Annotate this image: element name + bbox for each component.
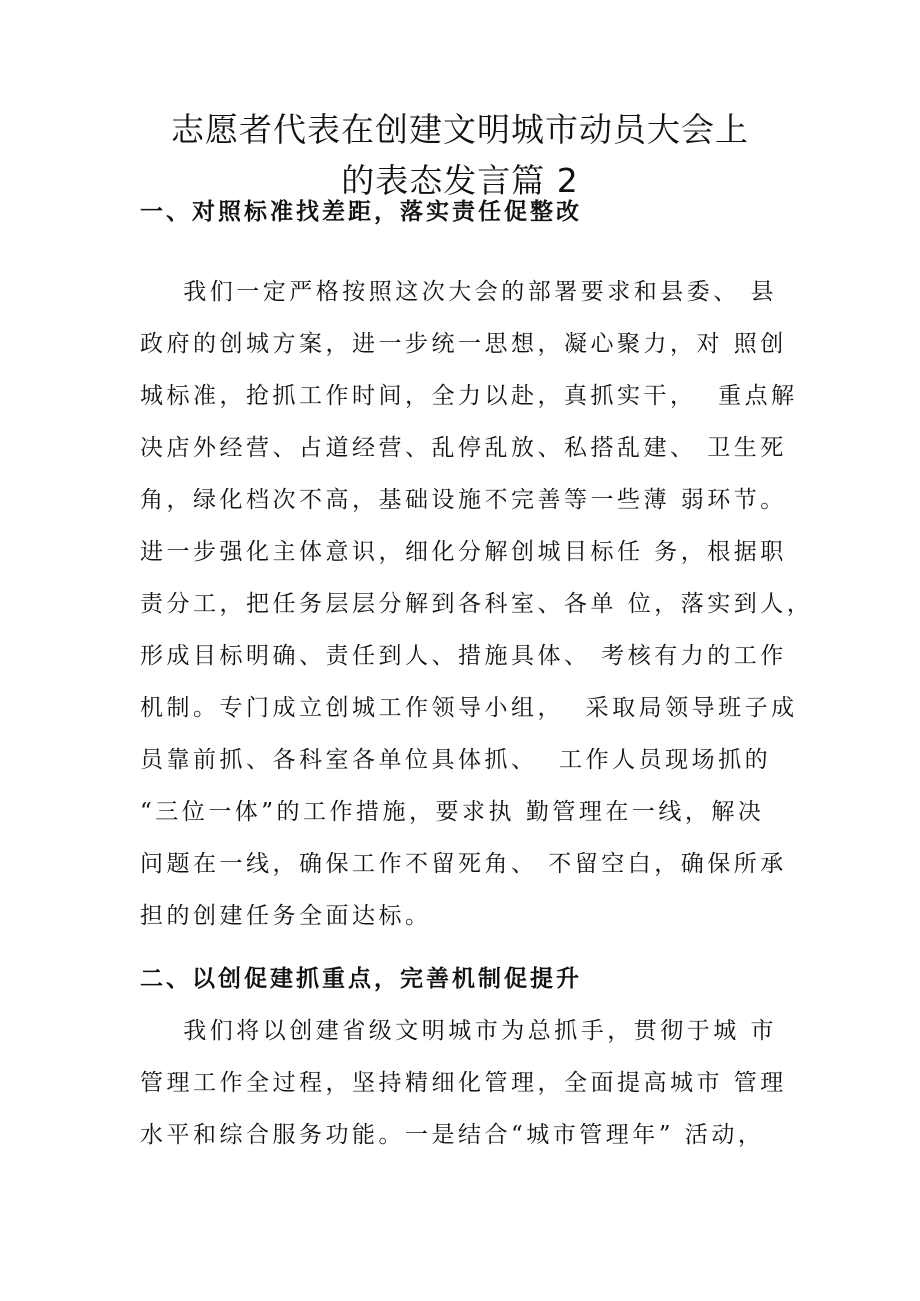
title-line: 志愿者代表在创建文明城市动员大会上 bbox=[171, 110, 749, 149]
section-heading-1: 一、对照标准找差距，落实责任促整改 bbox=[140, 198, 582, 225]
paragraph-line: “三位一体”的工作措施，要求执 勤管理在一线，解决 bbox=[140, 799, 765, 825]
paragraph-line: 角，绿化档次不高，基础设施不完善等一些薄 弱环节。 bbox=[140, 487, 787, 513]
paragraph-line: 形成目标明确、责任到人、措施具体、 考核有力的工作 bbox=[140, 643, 787, 669]
paragraph-line: 我们一定严格按照这次大会的部署要求和县委、 县 bbox=[140, 279, 778, 305]
paragraph-line: 政府的创城方案，进一步统一思想，凝心聚力，对 照创 bbox=[140, 331, 787, 357]
section-1-paragraph bbox=[140, 277, 814, 931]
paragraph-line: 员靠前抓、各科室各单位具体抓、 工作人员现场抓的 bbox=[140, 747, 772, 773]
paragraph-line: 管理工作全过程，坚持精细化管理，全面提高城市 管理 bbox=[140, 1070, 787, 1096]
paragraph-line: 城标准，抢抓工作时间，全力以赴，真抓实干， 重点解 bbox=[140, 383, 798, 409]
paragraph-line: 机制。专门成立创城工作领导小组， 采取局领导班子成 bbox=[140, 695, 798, 721]
paragraph-line: 问题在一线，确保工作不留死角、 不留空白，确保所承 bbox=[140, 851, 787, 877]
paragraph-line: 责分工，把任务层层分解到各科室、各单 位，落实到人， bbox=[140, 591, 814, 617]
section-heading-2: 二、以创促建抓重点，完善机制促提升 bbox=[140, 965, 582, 992]
paragraph-line: 进一步强化主体意识，细化分解创城目标任 务，根据职 bbox=[140, 539, 787, 565]
paragraph-line: 担的创建任务全面达标。 bbox=[140, 903, 432, 929]
title-line: 的表态发言篇 2 bbox=[341, 161, 579, 200]
paragraph-line: 水平和综合服务功能。一是结合“城市管理年” 活动， bbox=[140, 1122, 765, 1148]
paragraph-line: 决店外经营、占道经营、乱停乱放、私搭乱建、 卫生死 bbox=[140, 435, 787, 461]
document-title bbox=[100, 104, 820, 206]
section-2-paragraph bbox=[140, 1016, 790, 1150]
paragraph-line: 我们将以创建省级文明城市为总抓手，贯彻于城 市 bbox=[140, 1018, 778, 1044]
